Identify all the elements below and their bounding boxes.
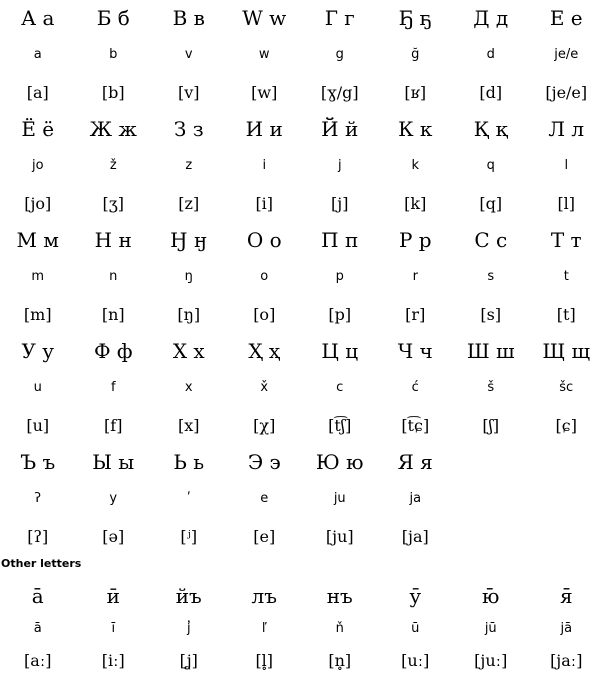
ipa-pronunciation: [k] [404,194,427,213]
ipa-pronunciation: [o] [253,305,276,324]
cyrillic-letter: Й й [321,117,359,141]
cyrillic-letter: М м [16,228,59,252]
latin-transliteration: w [258,47,270,62]
latin-transliteration: u [33,380,42,395]
ipa-pronunciation: [χ] [253,416,276,435]
cyrillic-letter: А а [21,6,55,30]
ipa-pronunciation: [i] [255,194,274,213]
ipa-pronunciation: [x] [177,416,200,435]
ipa-pronunciation: [l̥] [255,651,274,670]
cyrillic-letter: Х х [172,339,205,363]
latin-transliteration: ľ [261,621,267,636]
latin-transliteration: o [260,269,269,284]
letter-cell [302,111,378,222]
cyrillic-letter: Н н [94,228,132,252]
latin-transliteration: c [336,380,344,395]
latin-transliteration: n [109,269,118,284]
latin-transliteration: jā [560,621,573,636]
letter-cell [151,444,227,555]
letter-cell [529,333,599,444]
letter-cell [378,111,454,222]
letter-cell [76,222,152,333]
letter-cell [151,333,227,444]
latin-transliteration: r [412,269,418,284]
cyrillic-letter: Ф ф [93,339,133,363]
cyrillic-letter: Ь ь [173,450,205,474]
latin-transliteration: k [411,158,420,173]
latin-transliteration: jū [484,621,497,636]
cyrillic-letter: ӯ [409,584,422,608]
cyrillic-letter: Я я [397,450,433,474]
letter-cell [529,111,599,222]
letter-cell [453,222,529,333]
letter-cell [76,333,152,444]
latin-transliteration: ja [409,491,422,506]
cyrillic-letter: Ы ы [92,450,135,474]
cyrillic-letter: ю̄ [482,584,500,608]
ipa-pronunciation: [aː] [24,651,52,670]
cyrillic-letter: Щ щ [542,339,591,363]
latin-transliteration: ʹ [186,491,191,506]
cyrillic-letter: И и [245,117,283,141]
latin-transliteration: ž [109,158,117,173]
cyrillic-letter: йъ [175,584,202,608]
cyrillic-letter: Ъ ъ [20,450,56,474]
latin-transliteration: t [563,269,569,284]
letter-cell [378,333,454,444]
ipa-pronunciation: [u] [26,416,50,435]
ipa-pronunciation: [ɣ/g] [320,83,359,102]
ipa-pronunciation: [v] [177,83,200,102]
cyrillic-letter: Ё ё [21,117,55,141]
ipa-pronunciation: [n̥] [328,651,352,670]
ipa-pronunciation: [je/e] [545,83,588,102]
cyrillic-letter: Ҕ ҕ [398,6,432,30]
letter-cell [76,0,152,111]
latin-transliteration: x̌ [260,380,269,395]
cyrillic-letter: Т т [550,228,582,252]
ipa-pronunciation: [ju] [325,527,354,546]
cyrillic-letter: С с [474,228,508,252]
latin-transliteration: e [260,491,269,506]
ipa-pronunciation: [ʃ] [482,416,500,435]
latin-transliteration: ʔ [34,491,42,506]
latin-transliteration: ğ [411,47,420,62]
latin-transliteration: l [564,158,569,173]
letter-cell [378,444,454,555]
latin-transliteration: p [335,269,344,284]
cyrillic-letter: Ӈ ӈ [170,228,208,252]
ipa-pronunciation: [ŋ] [177,305,201,324]
latin-transliteration: š [487,380,495,395]
latin-transliteration: ŋ [184,269,193,284]
letter-cell [0,333,76,444]
latin-transliteration: i [262,158,267,173]
latin-transliteration: f [110,380,116,395]
letter-cell [378,222,454,333]
ipa-pronunciation: [ə] [102,527,125,546]
letter-cell [0,222,76,333]
ipa-pronunciation: [e] [253,527,276,546]
letter-cell [302,444,378,555]
latin-transliteration: ā [33,621,42,636]
latin-transliteration: ň [335,621,344,636]
letter-cell [302,0,378,111]
ipa-pronunciation: [q] [479,194,503,213]
ipa-pronunciation: [n] [101,305,125,324]
ipa-pronunciation: [ʝ] [179,651,198,670]
letter-cell [151,580,227,676]
cyrillic-letter: П п [321,228,359,252]
letter-cell [0,111,76,222]
letter-cell [302,333,378,444]
latin-transliteration: z [185,158,193,173]
latin-transliteration: m [31,269,45,284]
letter-cell [453,0,529,111]
letter-cell [227,444,303,555]
latin-transliteration: jo [31,158,44,173]
ipa-pronunciation: [ɕ] [555,416,577,435]
latin-transliteration: d [486,47,495,62]
latin-transliteration: a [33,47,42,62]
ipa-pronunciation: [a] [26,83,49,102]
cyrillic-letter: Ҳ ҳ [248,339,281,363]
cyrillic-letter: Ц ц [321,339,359,363]
ipa-pronunciation: [j] [331,194,349,213]
ipa-pronunciation: [t͡ʃ] [328,416,352,435]
cyrillic-letter: Г г [324,6,355,30]
latin-transliteration: q [486,158,495,173]
ipa-pronunciation: [z] [178,194,200,213]
letter-cell [0,0,76,111]
ipa-pronunciation: [ʔ] [27,527,49,546]
latin-transliteration: šc [559,380,574,395]
letter-cell [529,580,599,676]
letter-cell [227,580,303,676]
cyrillic-letter: О о [246,228,282,252]
cyrillic-letter: З з [173,117,204,141]
ipa-pronunciation: [p] [328,305,352,324]
letter-cell [0,580,76,676]
latin-transliteration: ć [411,380,419,395]
latin-transliteration: ī [111,621,116,636]
other-letter-grid [0,580,599,676]
letter-cell [151,222,227,333]
letter-cell [378,0,454,111]
letter-cell [227,222,303,333]
ipa-pronunciation: [t͡ɕ] [401,416,430,435]
ipa-pronunciation: [r] [405,305,426,324]
ipa-pronunciation: [l] [557,194,576,213]
latin-transliteration: g [335,47,344,62]
latin-transliteration: ju [333,491,346,506]
cyrillic-letter: ӣ [106,584,120,608]
latin-transliteration: v [184,47,193,62]
ipa-pronunciation: [juː] [474,651,508,670]
cyrillic-letter: Д д [473,6,509,30]
cyrillic-letter: Қ қ [473,117,508,141]
latin-transliteration: je/e [554,47,579,62]
ipa-pronunciation: [w] [251,83,278,102]
letter-cell [151,0,227,111]
latin-transliteration: y [109,491,118,506]
cyrillic-letter: У у [21,339,55,363]
letter-cell [76,444,152,555]
cyrillic-letter: Э э [247,450,281,474]
latin-transliteration: s [487,269,495,284]
latin-transliteration: ū [411,621,420,636]
cyrillic-letter: нъ [326,584,353,608]
letter-cell [151,111,227,222]
ipa-pronunciation: [iː] [101,651,125,670]
ipa-pronunciation: [f] [104,416,123,435]
letter-cell [302,222,378,333]
ipa-pronunciation: [b] [101,83,125,102]
cyrillic-letter: Е е [549,6,583,30]
ipa-pronunciation: [ʒ] [102,194,124,213]
cyrillic-letter: лъ [251,584,277,608]
letter-cell [0,444,76,555]
cyrillic-letter: Л л [548,117,585,141]
letter-cell [453,333,529,444]
ipa-pronunciation: [jo] [24,194,52,213]
latin-transliteration: b [109,47,118,62]
cyrillic-letter: Б б [96,6,130,30]
ipa-pronunciation: [uː] [401,651,430,670]
ipa-pronunciation: [ja] [401,527,429,546]
cyrillic-letter: Ж ж [89,117,137,141]
ipa-pronunciation: [ʁ] [404,83,427,102]
ipa-pronunciation: [t] [556,305,576,324]
letter-cell [76,111,152,222]
other-letters-heading: Other letters [1,557,82,570]
letter-cell [227,0,303,111]
cyrillic-letter: Ш ш [466,339,515,363]
cyrillic-letter: я̄ [559,584,573,608]
letter-cell [227,111,303,222]
cyrillic-letter: К к [398,117,433,141]
ipa-pronunciation: [ʲ] [180,527,198,546]
letter-cell [302,580,378,676]
cyrillic-letter: Ю ю [315,450,364,474]
cyrillic-letter: Р р [398,228,432,252]
ipa-pronunciation: [s] [480,305,502,324]
cyrillic-letter: а̄ [31,584,44,608]
cyrillic-letter: В в [172,6,205,30]
letter-cell [378,580,454,676]
letter-cell [227,333,303,444]
ipa-pronunciation: [jaː] [550,651,583,670]
latin-transliteration: ȷ̓ [186,621,191,636]
ipa-pronunciation: [m] [23,305,52,324]
letter-cell [529,0,599,111]
letter-cell [453,111,529,222]
ipa-pronunciation: [d] [479,83,503,102]
latin-transliteration: j [337,158,342,173]
letter-cell [76,580,152,676]
letter-cell [453,580,529,676]
latin-transliteration: x [184,380,193,395]
letter-cell [529,222,599,333]
cyrillic-letter: Ч ч [397,339,433,363]
cyrillic-letter: W w [242,6,287,30]
